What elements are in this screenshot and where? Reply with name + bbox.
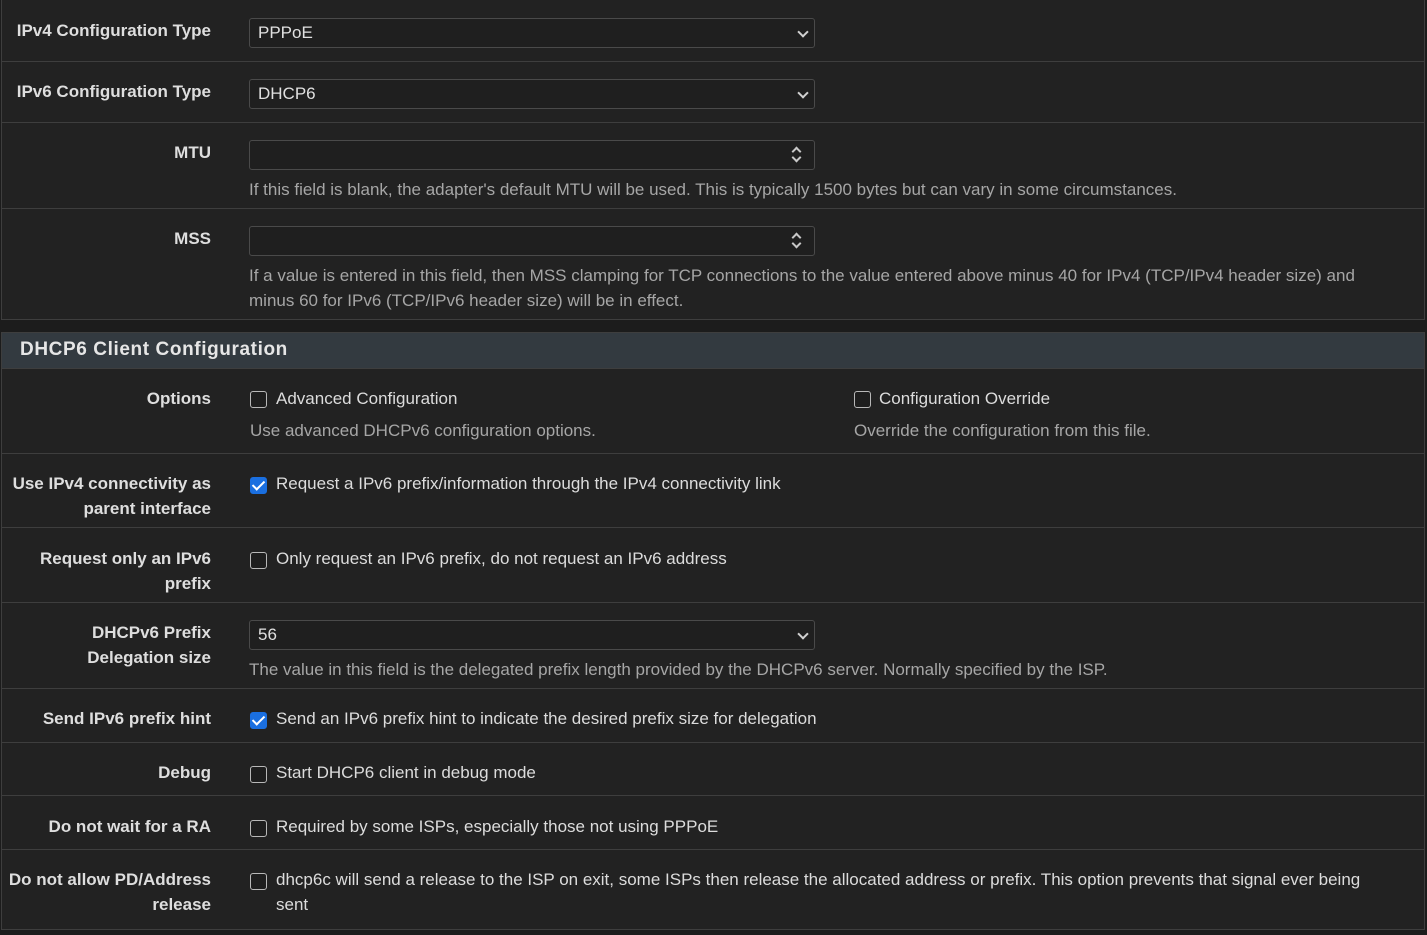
no-release-text-line1[interactable]: dhcp6c will send a release to the ISP on exit, some ISPs then release the allocated address or prefix. This option prevents that signal ever being	[276, 870, 1361, 889]
config-override-label[interactable]: Configuration Override	[879, 389, 1051, 408]
prefix-hint-checkbox[interactable]	[250, 712, 267, 729]
use-ipv4-label-line1: Use IPv4 connectivity as	[12, 474, 211, 493]
chevron-down-icon	[797, 87, 808, 98]
pd-size-label-line2: Delegation size	[87, 648, 211, 667]
section-header	[2, 333, 1424, 369]
use-ipv4-label-line2: parent interface	[83, 499, 211, 518]
prefix-hint-text[interactable]: Send an IPv6 prefix hint to indicate the desired prefix size for delegation	[276, 709, 817, 728]
ipv4-type-value: PPPoE	[258, 23, 313, 42]
prefix-hint-row	[2, 689, 1424, 743]
ipv4-type-label: IPv4 Configuration Type	[16, 21, 211, 40]
use-ipv4-checkbox[interactable]	[250, 477, 267, 494]
no-wait-ra-text[interactable]: Required by some ISPs, especially those not using PPPoE	[276, 817, 719, 836]
prefix-only-text[interactable]: Only request an IPv6 prefix, do not request an IPv6 address	[276, 549, 727, 568]
spinner-icon[interactable]	[790, 231, 804, 251]
advanced-config-checkbox[interactable]	[250, 391, 267, 408]
no-wait-ra-label: Do not wait for a RA	[48, 817, 211, 836]
prefix-only-label-line2: prefix	[164, 574, 211, 593]
mss-help-line2: minus 60 for IPv6 (TCP/IPv6 header size) will be in effect.	[249, 291, 684, 310]
use-ipv4-text[interactable]: Request a IPv6 prefix/information through the IPv4 connectivity link	[276, 474, 781, 493]
chevron-down-icon	[797, 26, 808, 37]
prefix-only-row	[2, 528, 1424, 603]
mtu-row	[2, 123, 1424, 209]
mss-input[interactable]	[249, 226, 815, 256]
chevron-down-icon	[797, 628, 808, 639]
spinner-icon[interactable]	[790, 145, 804, 165]
no-wait-ra-row	[2, 796, 1424, 850]
prefix-only-checkbox[interactable]	[250, 552, 267, 569]
no-release-checkbox[interactable]	[250, 873, 267, 890]
mss-help-line1: If a value is entered in this field, then MSS clamping for TCP connections to the value entered above minus 40 for IPv4 (TCP/IPv4 header size) and	[249, 266, 1355, 285]
mss-label: MSS	[174, 229, 211, 248]
no-release-label-line2: release	[152, 895, 211, 914]
ipv4-type-select[interactable]	[249, 18, 815, 48]
pd-size-select[interactable]	[249, 620, 815, 650]
options-label: Options	[146, 389, 211, 408]
debug-text[interactable]: Start DHCP6 client in debug mode	[276, 763, 536, 782]
advanced-config-label[interactable]: Advanced Configuration	[276, 389, 458, 408]
no-release-text-line2[interactable]: sent	[276, 895, 309, 914]
config-override-checkbox[interactable]	[854, 391, 871, 408]
use-ipv4-row	[2, 454, 1424, 528]
advanced-config-help: Use advanced DHCPv6 configuration options.	[250, 421, 596, 440]
ipv6-type-row	[2, 62, 1424, 123]
pd-size-label-line1: DHCPv6 Prefix	[91, 623, 211, 642]
ipv6-type-value: DHCP6	[258, 84, 316, 103]
mtu-help: If this field is blank, the adapter's default MTU will be used. This is typically 1500 bytes but can vary in some circumstances.	[249, 180, 1177, 199]
debug-label: Debug	[158, 763, 211, 782]
mtu-label: MTU	[174, 143, 211, 162]
ipv6-type-select[interactable]	[249, 79, 815, 109]
debug-checkbox[interactable]	[250, 766, 267, 783]
mss-row	[2, 209, 1424, 319]
dhcp6-client-panel	[1, 332, 1425, 930]
ipv6-type-label: IPv6 Configuration Type	[16, 82, 211, 101]
no-release-row	[2, 850, 1424, 929]
prefix-only-label-line1: Request only an IPv6	[40, 549, 211, 568]
section-title: DHCP6 Client Configuration	[20, 339, 288, 360]
ipv4-type-row	[2, 0, 1424, 62]
no-release-label-line1: Do not allow PD/Address	[8, 870, 211, 889]
debug-row	[2, 743, 1424, 796]
options-row	[2, 369, 1424, 454]
pd-size-help: The value in this field is the delegated prefix length provided by the DHCPv6 server. Normally specified by the ISP.	[249, 660, 1108, 679]
pd-size-row	[2, 603, 1424, 689]
interface-general-panel	[1, 0, 1425, 320]
config-override-help: Override the configuration from this file.	[854, 421, 1151, 440]
mtu-input[interactable]	[249, 140, 815, 170]
pd-size-value: 56	[258, 625, 277, 644]
prefix-hint-label: Send IPv6 prefix hint	[42, 709, 211, 728]
no-wait-ra-checkbox[interactable]	[250, 820, 267, 837]
